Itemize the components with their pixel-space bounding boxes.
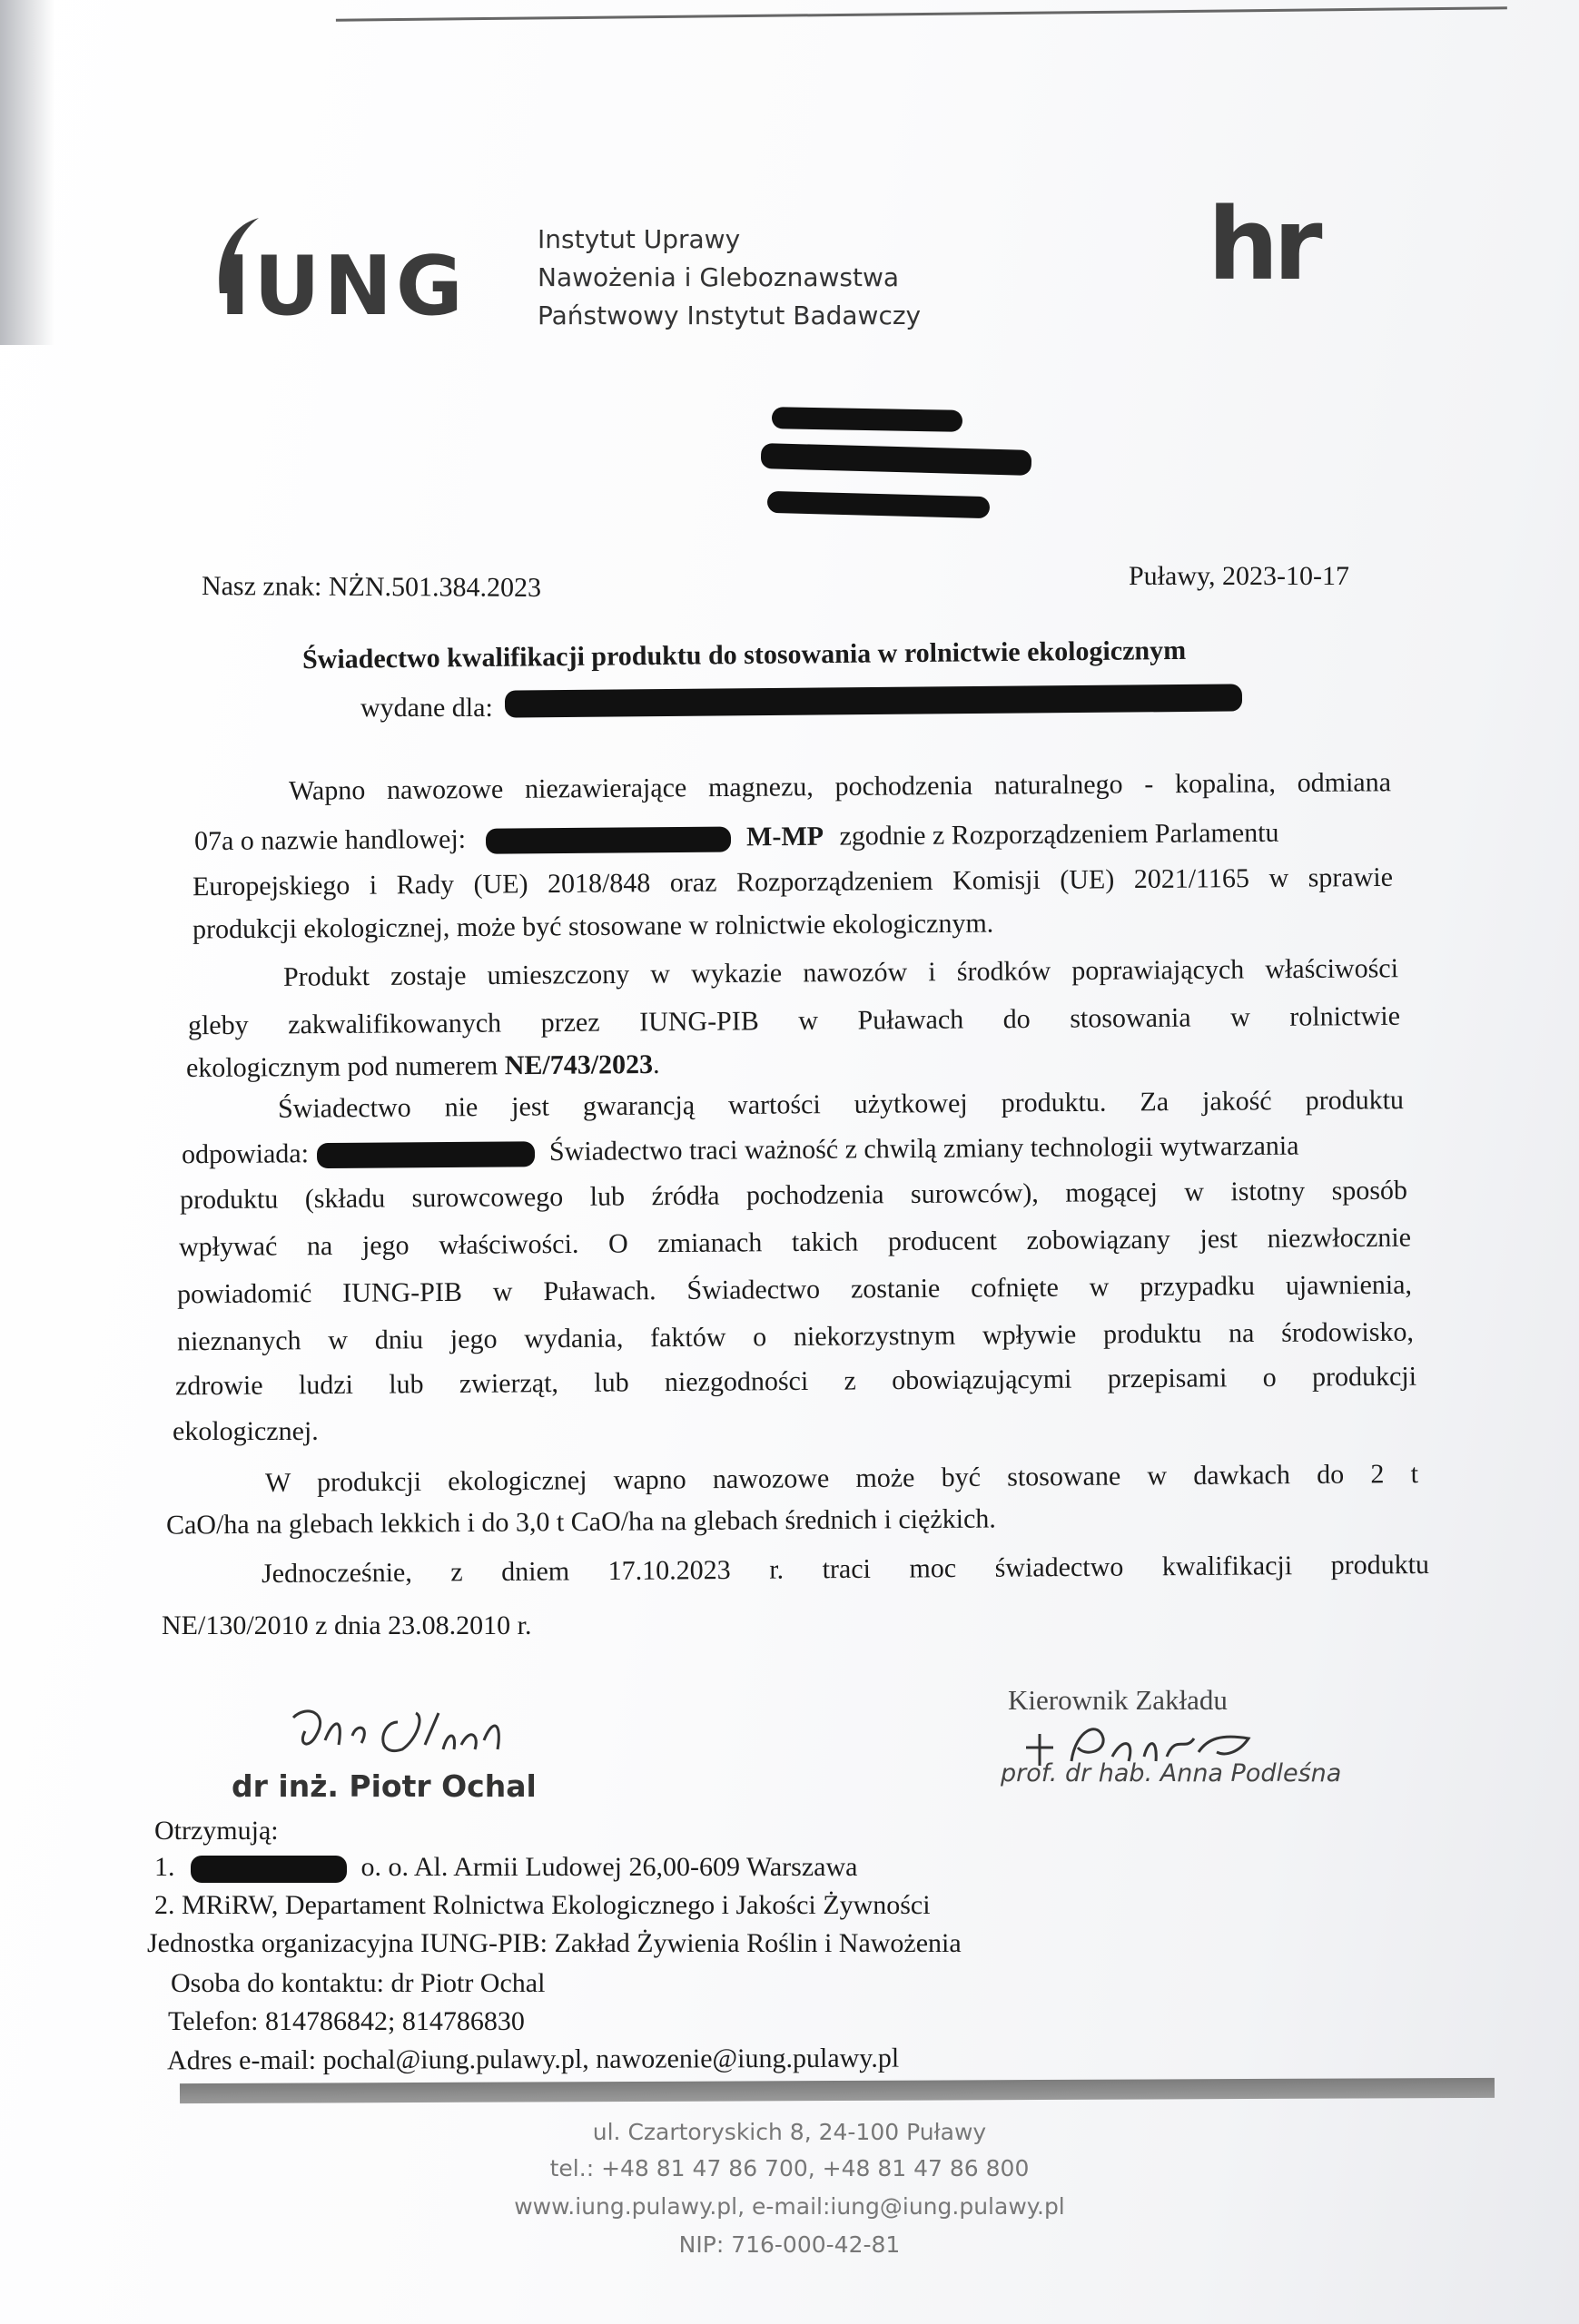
p1-line-1: Wapno nawozowe niezawierające magnezu, pochodzenia naturalnego - kopalina, odmiana [288,767,1392,806]
recipients-heading: Otrzymują: [154,1816,279,1846]
footer-web-email: www.iung.pulawy.pl, e-mail:iung@iung.pulawy.pl [514,2193,1065,2220]
institute-name [538,221,921,335]
reference-number: Nasz znak: NŻN.501.384.2023 [201,571,542,603]
p1-line-3: Europejskiego i Rady (UE) 2018/848 oraz Rozporządzeniem Komisji (UE) 2021/1165 w sprawie [192,862,1394,902]
footer-phone: tel.: +48 81 47 86 700, +48 81 47 86 800 [549,2155,1030,2181]
iung-logo [209,213,935,359]
recipient-1-address: o. o. Al. Armii Ludowej 26,00-609 Warszawa [360,1852,858,1882]
recipient-2: 2. MRiRW, Departament Rolnictwa Ekologicznego i Jakości Żywności [154,1890,931,1920]
redacted-address-line-3 [767,491,991,518]
p2-line-3 [186,1049,660,1084]
validity-text: Świadectwo traci ważność z chwilą zmiany technologii wytwarzania [548,1130,1299,1167]
responsible-label: odpowiada: [181,1138,310,1170]
signer-left-name: dr inż. Piotr Ochal [232,1768,537,1804]
contact-person: Osoba do kontaktu: dr Piotr Ochal [171,1968,546,1998]
p3-line-4: wpływać na jego właściwości. O zmianach takich producent zobowiązany jest niezwłocznie [178,1222,1412,1263]
p5-line-2: NE/130/2010 z dnia 23.08.2010 r. [162,1610,532,1640]
regulation-ref-start: zgodnie z Rozporządzeniem Parlamentu [839,817,1279,852]
hr-logo: hr [1208,186,1317,302]
institute-line-2: Nawożenia i Gleboznawstwa [538,262,900,292]
signer-right-name: prof. dr hab. Anna Podleśna [1001,1759,1342,1787]
redacted-recipient-name [505,684,1242,717]
page-title: Świadectwo kwalifikacji produktu do stosowania w rolnictwie ekologicznym [301,635,1187,675]
signer-right-title: Kierownik Zakładu [1008,1684,1228,1716]
p3-line-6: nieznanych w dniu jego wydania, faktów o niekorzystnym wpływie produktu na środowisko, [176,1316,1415,1357]
contact-unit: Jednostka organizacyjna IUNG-PIB: Zakład Żywienia Roślin i Nawożenia [147,1928,962,1958]
issued-for-label: wydane dla: [360,693,493,723]
institute-line-3: Państwowy Instytut Badawczy [538,300,922,330]
p2-line-1: Produkt zostaje umieszczony w wykazie nawozów i środków poprawiających właściwości [282,953,1399,992]
redacted-address-line-1 [772,407,962,432]
p3-line-5: powiadomić IUNG-PIB w Puławach. Świadectwo zostanie cofnięte w przypadku ujawnienia, [176,1269,1413,1310]
redacted-address-line-2 [761,443,1032,476]
contact-phone: Telefon: 814786842; 814786830 [168,2006,525,2036]
institute-line-1: Instytut Uprawy [538,224,741,254]
period: . [652,1049,660,1080]
p5-line-1: Jednocześnie, z dniem 17.10.2023 r. traci moc świadectwo kwalifikacji produktu [261,1549,1430,1590]
p3-line-1: Świadectwo nie jest gwarancją wartości użytkowej produktu. Za jakość produktu [277,1085,1405,1124]
footer-address: ul. Czartoryskich 8, 24-100 Puławy [592,2119,987,2145]
redacted-recipient-1-company [191,1856,347,1883]
recipient-1 [154,1852,857,1883]
p3-line-7: zdrowie ludzi lub zwierząt, lub niezgodności z obowiązującymi przepisami o produkcji [174,1361,1417,1402]
trade-name-suffix: M-MP [745,821,824,852]
page-fold-shadow [0,0,54,345]
place-date: Puławy, 2023-10-17 [1129,561,1350,591]
p2-line-2: gleby zakwalifikowanych przez IUNG-PIB w Puławach do stosowania w rolnictwie [187,1000,1401,1041]
p3-line-2 [182,1130,1406,1171]
registry-number-label: ekologicznym pod numerem [185,1050,498,1084]
footer-divider [180,2078,1495,2103]
redacted-trade-name [485,827,730,854]
redacted-responsible-company [317,1141,535,1168]
p4-line-2: CaO/ha na glebach lekkich i do 3,0 t CaO/ha na glebach średnich i ciężkich. [165,1503,996,1541]
trade-name-label: 07a o nazwie handlowej: [193,823,467,857]
p1-line-2 [194,817,1393,857]
logo-text: IUNG [220,239,467,334]
page-top-edge [336,6,1507,42]
p1-line-4: produkcji ekologicznej, może być stosowane w rolnictwie ekologicznym. [192,908,994,945]
p3-line-8: ekologicznej. [173,1416,319,1446]
footer-nip: NIP: 716-000-42-81 [678,2231,901,2258]
recipient-1-number: 1. [154,1852,175,1882]
registry-number: NE/743/2023 [504,1049,654,1081]
contact-email: Adres e-mail: pochal@iung.pulawy.pl, nawozenie@iung.pulawy.pl [166,2043,900,2076]
p4-line-1: W produkcji ekologicznej wapno nawozowe może być stosowane w dawkach do 2 t [264,1459,1419,1498]
signature-ochal [289,1699,525,1772]
p3-line-3: produktu (składu surowcowego lub źródła pochodzenia surowców), mogącej w istotny sposób [179,1175,1408,1216]
